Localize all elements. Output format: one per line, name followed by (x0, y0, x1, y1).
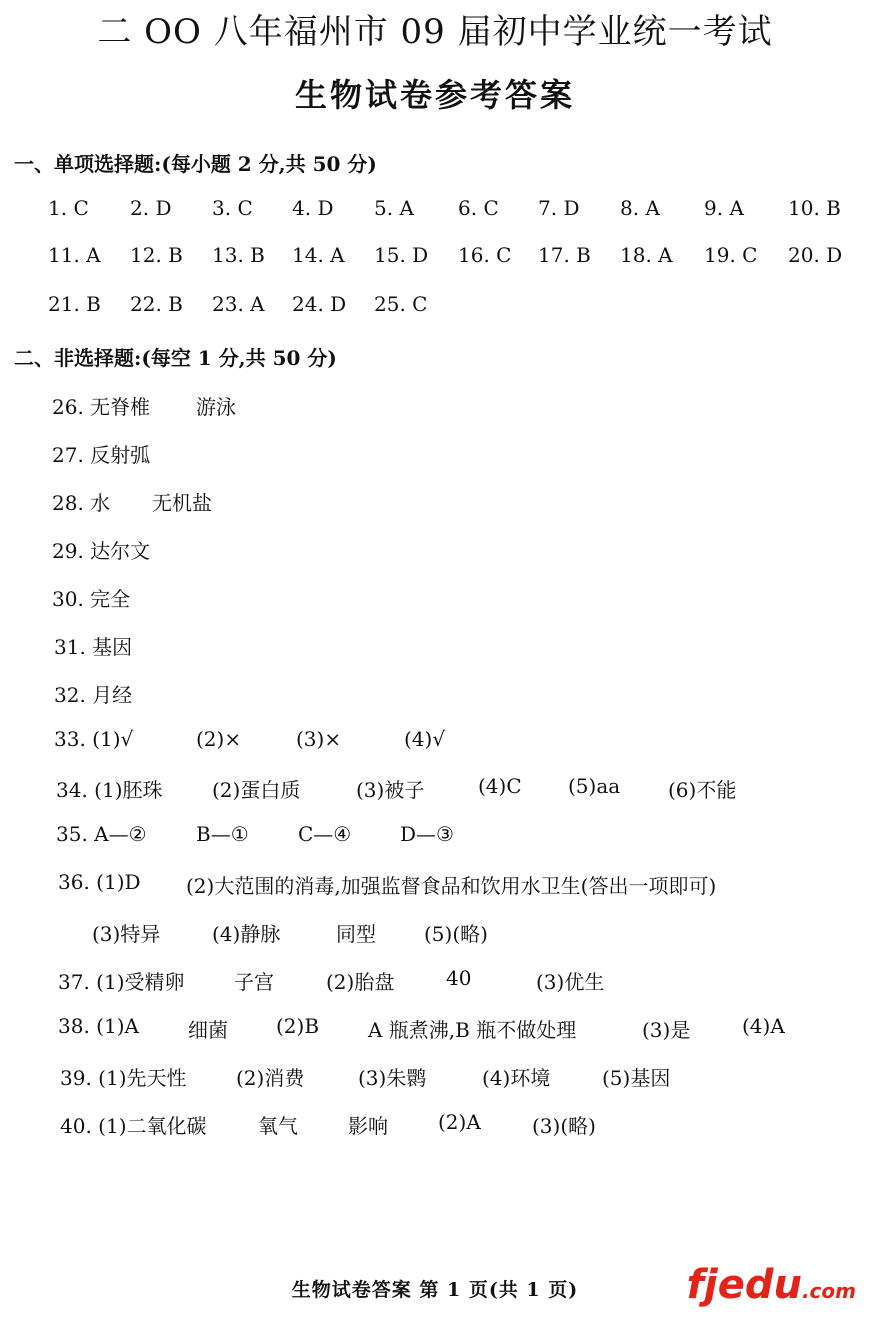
answer-38-4: A 瓶煮沸,B 瓶不做处理 (368, 1018, 577, 1042)
mc-answer-15: 15. D (374, 243, 429, 267)
page-title: 二 OO 八年福州市 09 届初中学业统一考试 (97, 12, 773, 52)
page-footer: 生物试卷答案 第 1 页(共 1 页) (291, 1279, 579, 1301)
answer-32-1: 32. 月经 (54, 683, 133, 707)
answer-33-3: (3)× (296, 727, 342, 751)
answer-36-6: (5)(略) (424, 922, 488, 946)
mc-answer-9: 9. A (704, 196, 744, 220)
section1-heading: 一、单项选择题:(每小题 2 分,共 50 分) (14, 152, 377, 176)
answer-40-3: 影响 (348, 1114, 388, 1138)
answer-36-2: (2)大范围的消毒,加强监督食品和饮用水卫生(答出一项即可) (186, 874, 717, 898)
answer-33-2: (2)× (196, 727, 242, 751)
mc-answer-3: 3. C (212, 196, 253, 220)
answer-28-1: 28. 水 (52, 491, 111, 515)
answer-29-1: 29. 达尔文 (52, 539, 151, 563)
answer-36-1: 36. (1)D (58, 870, 141, 894)
answer-34-3: (3)被子 (356, 778, 425, 802)
answer-36-5: 同型 (336, 922, 376, 946)
answer-37-4: 40 (446, 966, 472, 990)
page-subtitle: 生物试卷参考答案 (294, 76, 575, 114)
mc-answer-10: 10. B (788, 196, 841, 220)
mc-answer-19: 19. C (704, 243, 758, 267)
answer-36-3: (3)特异 (92, 922, 161, 946)
answer-35-2: B—① (196, 822, 249, 846)
answer-38-2: 细菌 (188, 1018, 228, 1042)
answer-34-1: 34. (1)胚珠 (56, 778, 163, 802)
mc-answer-23: 23. A (212, 292, 265, 316)
answer-26-1: 26. 无脊椎 (52, 395, 151, 419)
mc-answer-24: 24. D (292, 292, 347, 316)
answer-38-1: 38. (1)A (58, 1014, 139, 1038)
answer-40-5: (3)(略) (532, 1114, 596, 1138)
answer-27-1: 27. 反射弧 (52, 443, 151, 467)
answer-37-2: 子宫 (234, 970, 274, 994)
mc-answer-20: 20. D (788, 243, 843, 267)
mc-answer-18: 18. A (620, 243, 673, 267)
answer-30-1: 30. 完全 (52, 587, 131, 611)
section2-heading: 二、非选择题:(每空 1 分,共 50 分) (14, 346, 337, 370)
mc-answer-7: 7. D (538, 196, 580, 220)
answer-34-5: (5)aa (568, 774, 621, 798)
mc-answer-13: 13. B (212, 243, 265, 267)
mc-answer-5: 5. A (374, 196, 414, 220)
answer-36-4: (4)静脉 (212, 922, 281, 946)
answer-26-2: 游泳 (196, 395, 236, 419)
answer-39-5: (5)基因 (602, 1066, 671, 1090)
answer-34-6: (6)不能 (668, 778, 737, 802)
answer-37-5: (3)优生 (536, 970, 605, 994)
mc-answer-21: 21. B (48, 292, 101, 316)
answer-31-1: 31. 基因 (54, 635, 133, 659)
answer-37-1: 37. (1)受精卵 (58, 970, 185, 994)
mc-answer-25: 25. C (374, 292, 428, 316)
answer-28-2: 无机盐 (152, 491, 212, 515)
mc-answer-17: 17. B (538, 243, 591, 267)
mc-answer-16: 16. C (458, 243, 512, 267)
answer-34-2: (2)蛋白质 (212, 778, 301, 802)
mc-answer-2: 2. D (130, 196, 172, 220)
logo-suffix: .com (801, 1279, 856, 1303)
answer-35-1: 35. A—② (56, 822, 147, 846)
answer-39-4: (4)环境 (482, 1066, 551, 1090)
mc-answer-11: 11. A (48, 243, 101, 267)
mc-answer-8: 8. A (620, 196, 660, 220)
logo-main: fjedu (686, 1262, 802, 1308)
answer-33-4: (4)√ (404, 727, 446, 751)
answer-40-1: 40. (1)二氧化碳 (60, 1114, 207, 1138)
answer-40-2: 氧气 (258, 1114, 298, 1138)
answer-39-3: (3)朱鹮 (358, 1066, 427, 1090)
answer-34-4: (4)C (478, 774, 522, 798)
mc-answer-22: 22. B (130, 292, 183, 316)
answer-37-3: (2)胎盘 (326, 970, 395, 994)
answer-38-3: (2)B (276, 1014, 320, 1038)
mc-answer-6: 6. C (458, 196, 499, 220)
mc-answer-14: 14. A (292, 243, 345, 267)
answer-38-5: (3)是 (642, 1018, 691, 1042)
answer-39-2: (2)消费 (236, 1066, 305, 1090)
answer-38-6: (4)A (742, 1014, 785, 1038)
mc-answer-4: 4. D (292, 196, 334, 220)
answer-40-4: (2)A (438, 1110, 481, 1134)
fjedu-logo (687, 1262, 856, 1308)
mc-answer-12: 12. B (130, 243, 183, 267)
answer-35-4: D—③ (400, 822, 454, 846)
answer-35-3: C—④ (298, 822, 352, 846)
answer-33-1: 33. (1)√ (54, 727, 134, 751)
answer-39-1: 39. (1)先天性 (60, 1066, 187, 1090)
mc-answer-1: 1. C (48, 196, 89, 220)
